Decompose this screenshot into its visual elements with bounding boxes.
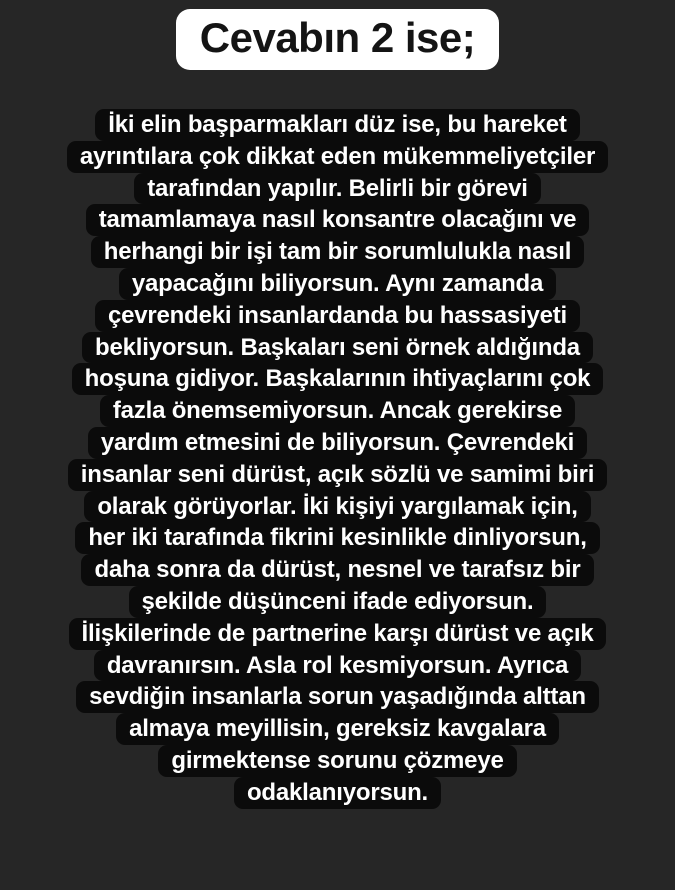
story-text-line: herhangi bir işi tam bir sorumlulukla nasıl	[91, 236, 585, 268]
story-text-line: şekilde düşünceni ifade ediyorsun.	[129, 586, 547, 618]
story-text-line: sevdiğin insanlarla sorun yaşadığında alttan	[76, 681, 599, 713]
story-text-line: tarafından yapılır. Belirli bir görevi	[134, 173, 541, 205]
story-text-line: İlişkilerinde de partnerine karşı dürüst ve açık	[69, 618, 607, 650]
story-text-line: odaklanıyorsun.	[234, 777, 441, 809]
story-text-line: fazla önemsemiyorsun. Ancak gerekirse	[100, 395, 575, 427]
story-text-line: çevrendeki insanlardanda bu hassasiyeti	[95, 300, 580, 332]
story-text-line: hoşuna gidiyor. Başkalarının ihtiyaçlarını çok	[72, 363, 604, 395]
story-text-block	[0, 109, 675, 809]
story-text-line: yardım etmesini de biliyorsun. Çevrendeki	[88, 427, 587, 459]
story-title-row	[0, 0, 675, 70]
story-text-line: her iki tarafında fikrini kesinlikle dinliyorsun,	[75, 522, 599, 554]
story-text-line: ayrıntılara çok dikkat eden mükemmeliyetçiler	[67, 141, 608, 173]
story-text-line: bekliyorsun. Başkaları seni örnek aldığında	[82, 332, 593, 364]
story-text-line: tamamlamaya nasıl konsantre olacağını ve	[86, 204, 590, 236]
story-text-line: daha sonra da dürüst, nesnel ve tarafsız bir	[81, 554, 593, 586]
story-text-line: yapacağını biliyorsun. Aynı zamanda	[119, 268, 556, 300]
story-text-line: almaya meyillisin, gereksiz kavgalara	[116, 713, 559, 745]
story-text-line: davranırsın. Asla rol kesmiyorsun. Ayrıca	[94, 650, 581, 682]
story-text-line: girmektense sorunu çözmeye	[158, 745, 516, 777]
story-text-line: İki elin başparmakları düz ise, bu hareket	[95, 109, 579, 141]
story-text-line: insanlar seni dürüst, açık sözlü ve samimi biri	[68, 459, 607, 491]
story-title-pill: Cevabın 2 ise;	[176, 9, 499, 70]
story-text-line: olarak görüyorlar. İki kişiyi yargılamak için,	[84, 491, 590, 523]
